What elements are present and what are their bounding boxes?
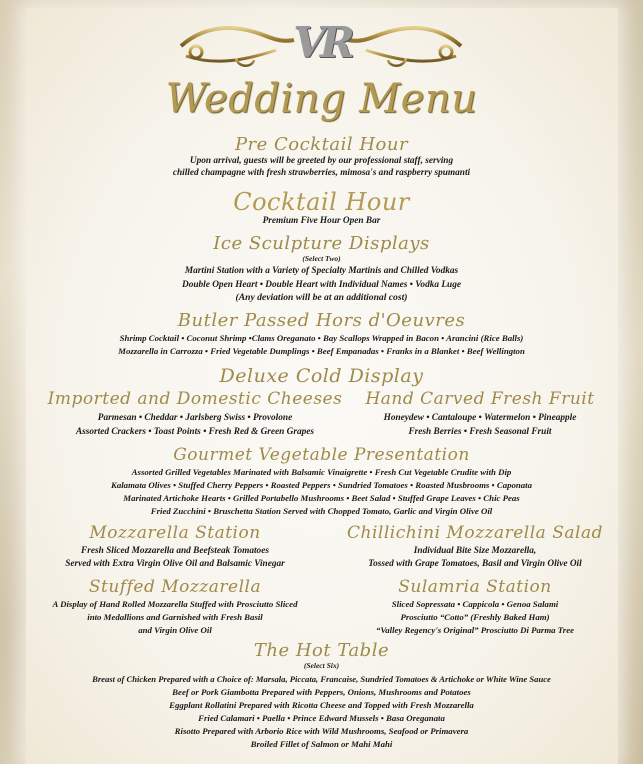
butler-heading: Butler Passed Hors d'Oeuvres — [177, 310, 466, 331]
stuffed-line: A Display of Hand Rolled Mozzarella Stuffed with Prosciutto Sliced — [52, 599, 298, 609]
stuffed-line: into Medallions and Garnished with Fresh Basil — [87, 612, 263, 622]
hot-line: Broiled Fillet of Salmon or Mahi Mahi — [250, 739, 393, 749]
mozz-station-line: Served with Extra Virgin Olive Oil and Balsamic Vinegar — [65, 559, 285, 569]
fruit-heading: Hand Carved Fresh Fruit — [365, 389, 595, 409]
fruit-line: Honeydew • Cantaloupe • Watermelon • Pineapple — [383, 413, 577, 423]
veg-line: Kalamata Olives • Stuffed Cherry Peppers • Roasted Peppers • Sundried Tomatoes • Roasted Musbrooms • Caponata — [110, 480, 533, 490]
ice-deviation: (Any deviation will be at an additional cost) — [235, 292, 408, 303]
cold-heading: Deluxe Cold Display — [219, 365, 424, 387]
hot-line: Beef or Pork Giambotta Prepared with Peppers, Onions, Mushrooms and Potatoes — [172, 687, 471, 697]
monogram-logo — [176, 14, 466, 74]
pre-cocktail-line: chilled champagne with fresh strawberries, mimosa's and raspberry spumanti — [172, 168, 471, 178]
fruit-line: Fresh Berries • Fresh Seasonal Fruit — [408, 427, 552, 437]
cheeses-line: Parmesan • Cheddar • Jarlsberg Swiss • Provolone — [97, 413, 293, 423]
salumeria-line: Sliced Sopressata • Cappicola • Genoa Salami — [391, 599, 559, 609]
monogram-text: VR — [293, 18, 349, 67]
butler-line: Shrimp Cocktail • Coconut Shrimp •Clams Oreganato • Bay Scallops Wrapped in Bacon • Arancini (Rice Balls) — [119, 333, 524, 343]
veg-line: Marinated Artichoke Hearts • Grilled Portabello Mushrooms • Beet Salad • Stuffed Grape Leaves • Chic Peas — [123, 493, 520, 503]
ice-heading: Ice Sculpture Displays — [213, 233, 430, 254]
veg-line: Fried Zucchini • Bruschetta Station Served with Chopped Tomato, Garlic and Virgin Olive Oil — [150, 506, 493, 516]
hot-line: Risotto Prepared with Arborio Rice with Wild Mushrooms, Seafood or Primavera — [174, 726, 469, 736]
veg-heading: Gourmet Vegetable Presentation — [173, 445, 470, 465]
pre-cocktail-heading: Pre Cocktail Hour — [234, 134, 409, 155]
veg-line: Assorted Grilled Vegetables Marinated with Balsamic Vinaigrette • Fresh Cut Vegetable Crudite with Dip — [131, 467, 512, 477]
ice-note: (Select Two) — [302, 254, 341, 263]
ice-line: Double Open Heart • Double Heart with Individual Names • Vodka Luge — [182, 280, 461, 290]
chillichini-line: Individual Bite Size Mozzarella, — [413, 546, 537, 556]
butler-line: Mozzarella in Carrozza • Fried Vegetable Dumplings • Beef Empanadas • Franks in a Blanket • Beef Wellington — [118, 346, 525, 356]
cocktail-subtitle: Premium Five Hour Open Bar — [262, 216, 381, 226]
ice-line: Martini Station with a Variety of Specialty Martinis and Chilled Vodkas — [184, 266, 459, 276]
salumeria-line: Prosciutto “Cotto” (Freshly Baked Ham) — [400, 612, 550, 622]
pre-cocktail-line: Upon arrival, guests will be greeted by our professional staff, serving — [189, 156, 454, 166]
mozz-station-heading: Mozzarella Station — [89, 523, 261, 543]
hot-line: Fried Calamari • Paella • Prince Edward Mussels • Basa Oreganata — [198, 713, 445, 723]
stuffed-heading: Stuffed Mozzarella — [88, 577, 262, 597]
chillichini-heading: Chillichini Mozzarella Salad — [347, 523, 603, 543]
salumeria-line: “Valley Regency's Original” Prosciutto Di Parma Tree — [375, 625, 575, 635]
hot-heading: The Hot Table — [253, 640, 390, 661]
chillichini-line: Tossed with Grape Tomatoes, Basil and Virgin Olive Oil — [368, 559, 582, 569]
cocktail-heading: Cocktail Hour — [233, 188, 410, 216]
cheeses-heading: Imported and Domestic Cheeses — [47, 389, 343, 409]
salumeria-heading: Sulamria Station — [398, 577, 552, 597]
cheeses-line: Assorted Crackers • Toast Points • Fresh Red & Green Grapes — [75, 427, 315, 437]
hot-line: Breast of Chicken Prepared with a Choice of: Marsala, Piccata, Francaise, Sundried Tomatoes & Artichoke or White Wine Sauce — [92, 674, 551, 684]
page-title: Wedding Menu — [165, 76, 478, 122]
stuffed-line: and Virgin Olive Oil — [138, 625, 212, 635]
hot-note: (Select Six) — [303, 661, 340, 670]
mozz-station-line: Fresh Sliced Mozzarella and Beefsteak Tomatoes — [81, 546, 269, 556]
hot-line: Eggplant Rollatini Prepared with Ricotta Cheese and Topped with Fresh Mozzarella — [169, 700, 474, 710]
